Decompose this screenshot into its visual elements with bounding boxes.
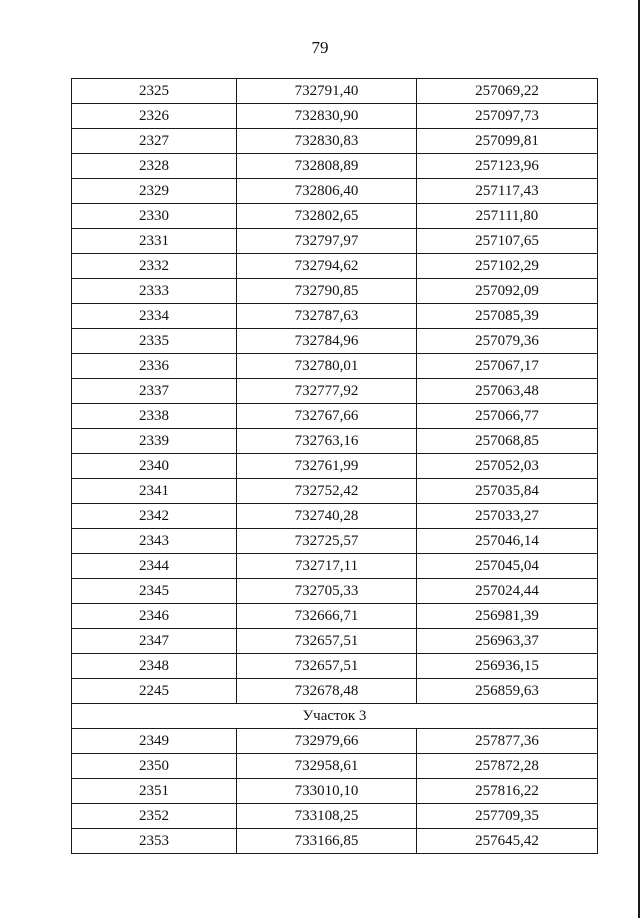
point-number-cell: 2334 <box>72 304 237 329</box>
x-coordinate-cell: 732657,51 <box>237 629 417 654</box>
point-number-cell: 2331 <box>72 229 237 254</box>
point-number-cell: 2333 <box>72 279 237 304</box>
y-coordinate-cell: 257645,42 <box>417 829 598 854</box>
y-coordinate-cell: 256963,37 <box>417 629 598 654</box>
x-coordinate-cell: 732752,42 <box>237 479 417 504</box>
y-coordinate-cell: 257816,22 <box>417 779 598 804</box>
table-row <box>72 79 598 104</box>
x-coordinate-cell: 732740,28 <box>237 504 417 529</box>
y-coordinate-cell: 256936,15 <box>417 654 598 679</box>
point-number-cell: 2332 <box>72 254 237 279</box>
x-coordinate-cell: 732979,66 <box>237 729 417 754</box>
x-coordinate-cell: 732806,40 <box>237 179 417 204</box>
table-row <box>72 179 598 204</box>
x-coordinate-cell: 732958,61 <box>237 754 417 779</box>
point-number-cell: 2335 <box>72 329 237 354</box>
table-row <box>72 829 598 854</box>
y-coordinate-cell: 257709,35 <box>417 804 598 829</box>
y-coordinate-cell: 257066,77 <box>417 404 598 429</box>
section-title: Участок 3 <box>72 704 598 729</box>
point-number-cell: 2336 <box>72 354 237 379</box>
point-number-cell: 2344 <box>72 554 237 579</box>
x-coordinate-cell: 732802,65 <box>237 204 417 229</box>
table-row <box>72 729 598 754</box>
y-coordinate-cell: 256859,63 <box>417 679 598 704</box>
x-coordinate-cell: 733166,85 <box>237 829 417 854</box>
y-coordinate-cell: 257117,43 <box>417 179 598 204</box>
point-number-cell: 2343 <box>72 529 237 554</box>
x-coordinate-cell: 732678,48 <box>237 679 417 704</box>
coordinates-table-body <box>72 79 598 854</box>
y-coordinate-cell: 257024,44 <box>417 579 598 604</box>
y-coordinate-cell: 257063,48 <box>417 379 598 404</box>
y-coordinate-cell: 257872,28 <box>417 754 598 779</box>
y-coordinate-cell: 257099,81 <box>417 129 598 154</box>
table-row <box>72 654 598 679</box>
point-number-cell: 2345 <box>72 579 237 604</box>
table-row <box>72 154 598 179</box>
x-coordinate-cell: 732808,89 <box>237 154 417 179</box>
table-row <box>72 779 598 804</box>
y-coordinate-cell: 257123,96 <box>417 154 598 179</box>
y-coordinate-cell: 257111,80 <box>417 204 598 229</box>
y-coordinate-cell: 257102,29 <box>417 254 598 279</box>
point-number-cell: 2339 <box>72 429 237 454</box>
table-row <box>72 379 598 404</box>
y-coordinate-cell: 257085,39 <box>417 304 598 329</box>
table-row <box>72 354 598 379</box>
table-row <box>72 204 598 229</box>
table-row <box>72 679 598 704</box>
x-coordinate-cell: 732705,33 <box>237 579 417 604</box>
point-number-cell: 2347 <box>72 629 237 654</box>
y-coordinate-cell: 257092,09 <box>417 279 598 304</box>
table-row <box>72 629 598 654</box>
x-coordinate-cell: 732794,62 <box>237 254 417 279</box>
y-coordinate-cell: 257107,65 <box>417 229 598 254</box>
table-row <box>72 754 598 779</box>
x-coordinate-cell: 732830,83 <box>237 129 417 154</box>
y-coordinate-cell: 257877,36 <box>417 729 598 754</box>
point-number-cell: 2340 <box>72 454 237 479</box>
x-coordinate-cell: 732767,66 <box>237 404 417 429</box>
y-coordinate-cell: 257046,14 <box>417 529 598 554</box>
table-row <box>72 579 598 604</box>
x-coordinate-cell: 732777,92 <box>237 379 417 404</box>
x-coordinate-cell: 732830,90 <box>237 104 417 129</box>
point-number-cell: 2338 <box>72 404 237 429</box>
table-row <box>72 454 598 479</box>
table-row <box>72 279 598 304</box>
page-number: 79 <box>311 38 329 57</box>
y-coordinate-cell: 257033,27 <box>417 504 598 529</box>
point-number-cell: 2245 <box>72 679 237 704</box>
x-coordinate-cell: 732763,16 <box>237 429 417 454</box>
y-coordinate-cell: 257052,03 <box>417 454 598 479</box>
x-coordinate-cell: 732717,11 <box>237 554 417 579</box>
x-coordinate-cell: 733010,10 <box>237 779 417 804</box>
table-row <box>72 429 598 454</box>
point-number-cell: 2346 <box>72 604 237 629</box>
coordinates-table <box>71 78 598 854</box>
x-coordinate-cell: 732780,01 <box>237 354 417 379</box>
table-row <box>72 529 598 554</box>
x-coordinate-cell: 732725,57 <box>237 529 417 554</box>
y-coordinate-cell: 257067,17 <box>417 354 598 379</box>
point-number-cell: 2352 <box>72 804 237 829</box>
y-coordinate-cell: 257045,04 <box>417 554 598 579</box>
table-row <box>72 804 598 829</box>
y-coordinate-cell: 257035,84 <box>417 479 598 504</box>
point-number-cell: 2329 <box>72 179 237 204</box>
point-number-cell: 2325 <box>72 79 237 104</box>
y-coordinate-cell: 256981,39 <box>417 604 598 629</box>
table-row <box>72 404 598 429</box>
table-row <box>72 554 598 579</box>
x-coordinate-cell: 732791,40 <box>237 79 417 104</box>
point-number-cell: 2328 <box>72 154 237 179</box>
x-coordinate-cell: 732787,63 <box>237 304 417 329</box>
point-number-cell: 2327 <box>72 129 237 154</box>
x-coordinate-cell: 732797,97 <box>237 229 417 254</box>
table-row <box>72 329 598 354</box>
point-number-cell: 2351 <box>72 779 237 804</box>
table-row <box>72 254 598 279</box>
point-number-cell: 2326 <box>72 104 237 129</box>
y-coordinate-cell: 257068,85 <box>417 429 598 454</box>
y-coordinate-cell: 257079,36 <box>417 329 598 354</box>
point-number-cell: 2337 <box>72 379 237 404</box>
x-coordinate-cell: 732790,85 <box>237 279 417 304</box>
y-coordinate-cell: 257069,22 <box>417 79 598 104</box>
point-number-cell: 2353 <box>72 829 237 854</box>
point-number-cell: 2350 <box>72 754 237 779</box>
table-row <box>72 604 598 629</box>
table-row <box>72 504 598 529</box>
point-number-cell: 2349 <box>72 729 237 754</box>
section-header-row <box>72 704 598 729</box>
table-row <box>72 129 598 154</box>
point-number-cell: 2342 <box>72 504 237 529</box>
x-coordinate-cell: 732761,99 <box>237 454 417 479</box>
y-coordinate-cell: 257097,73 <box>417 104 598 129</box>
table-row <box>72 229 598 254</box>
point-number-cell: 2348 <box>72 654 237 679</box>
point-number-cell: 2341 <box>72 479 237 504</box>
table-row <box>72 479 598 504</box>
point-number-cell: 2330 <box>72 204 237 229</box>
x-coordinate-cell: 732784,96 <box>237 329 417 354</box>
x-coordinate-cell: 732666,71 <box>237 604 417 629</box>
table-row <box>72 104 598 129</box>
table-row <box>72 304 598 329</box>
x-coordinate-cell: 732657,51 <box>237 654 417 679</box>
x-coordinate-cell: 733108,25 <box>237 804 417 829</box>
